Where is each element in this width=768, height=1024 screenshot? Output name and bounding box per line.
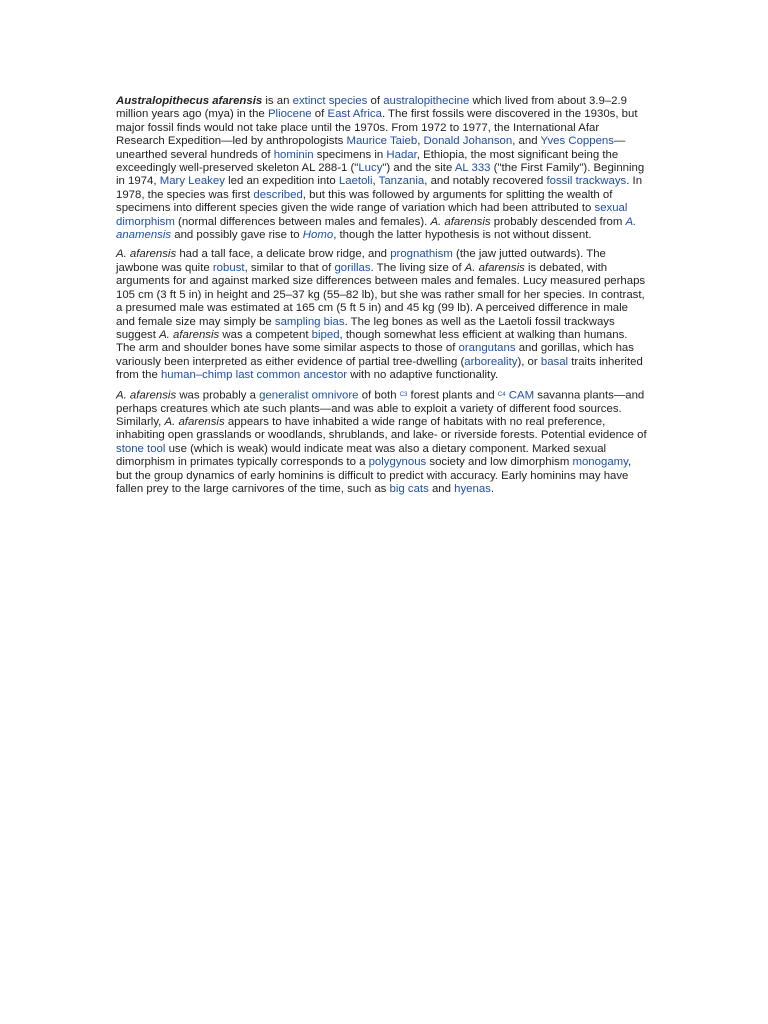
link-sampling-bias[interactable]: sampling bias bbox=[274, 315, 345, 328]
link-described[interactable]: described bbox=[253, 188, 303, 201]
paragraph-diet-ecology bbox=[116, 389, 650, 497]
link-big-cats[interactable]: big cats bbox=[389, 483, 429, 496]
text-span: society and low dimorphism bbox=[426, 456, 573, 469]
text-span: probably descended from bbox=[490, 215, 626, 228]
link-australopithecine[interactable]: australopithecine bbox=[383, 95, 470, 107]
link-extinct-species[interactable]: extinct species bbox=[292, 95, 368, 107]
link-prognathism[interactable]: prognathism bbox=[390, 248, 453, 261]
link-homo[interactable]: Homo bbox=[302, 229, 334, 242]
link-sexual-dimorphism[interactable]: sexual dimorphism bbox=[116, 202, 628, 228]
link-lucy[interactable]: Lucy bbox=[358, 162, 383, 175]
text-span: traits inherited from the bbox=[116, 355, 643, 382]
link-biped[interactable]: biped bbox=[311, 328, 340, 341]
text-span: and bbox=[428, 483, 455, 496]
link-al-333[interactable]: AL 333 bbox=[454, 162, 491, 175]
text-span: and gorillas, which has variously been interpreted as either evidence of partial tree-dwelling ( bbox=[116, 342, 634, 368]
species-name: A. afarensis bbox=[164, 416, 225, 429]
species-name: A. afarensis bbox=[116, 248, 177, 261]
text-span: ("the First Family"). Beginning in 1974, bbox=[116, 162, 645, 188]
text-span: ") and the site bbox=[382, 162, 455, 175]
link-polygynous[interactable]: polygynous bbox=[368, 456, 427, 469]
link-laetoli[interactable]: Laetoli bbox=[338, 175, 373, 188]
link-hadar[interactable]: Hadar bbox=[386, 148, 417, 161]
text-span: , similar to that of bbox=[244, 261, 335, 274]
link-donald-johanson[interactable]: Donald Johanson bbox=[423, 135, 513, 148]
text-span: , but the group dynamics of early hominins is difficult to predict with accuracy. Early hominins may have fallen prey to the large carnivores of the time, such as bbox=[116, 456, 632, 496]
text-span: led an expedition into bbox=[224, 175, 339, 188]
paragraph-anatomy bbox=[116, 248, 650, 382]
text-span: of bbox=[311, 108, 328, 121]
article-title-term: Australopithecus afarensis bbox=[116, 95, 263, 107]
text-span: , Ethiopia, the most significant being the exceedingly well-preserved skeleton AL 288-1 (" bbox=[116, 148, 619, 175]
text-span: appears to have inhabited a wide range of habitats with no real preference, inhabiting open grasslands or woodlands, shrublands, and lake- or riverside forests. Potential evidence of bbox=[116, 416, 647, 442]
article-body bbox=[116, 95, 650, 503]
text-span: savanna plants—and perhaps creatures which ate such plants—and was able to exploit a variety of different food sources. Similarly, bbox=[116, 389, 645, 429]
species-name: A. afarensis bbox=[116, 389, 177, 402]
link-gorillas[interactable]: gorillas bbox=[334, 261, 371, 274]
species-name: A. afarensis bbox=[159, 328, 220, 341]
text-span: (normal differences between males and females). bbox=[174, 215, 431, 228]
link-fossil-trackways[interactable]: fossil trackways bbox=[546, 175, 627, 188]
text-span: with no adaptive functionality. bbox=[347, 369, 499, 382]
text-span: . In 1978, the species was first bbox=[116, 175, 643, 201]
link-yves-coppens[interactable]: Yves Coppens bbox=[540, 135, 614, 148]
text-span: is an bbox=[262, 95, 293, 107]
link-tanzania[interactable]: Tanzania bbox=[378, 175, 425, 188]
link-maurice-taieb[interactable]: Maurice Taieb bbox=[346, 135, 418, 148]
link-omnivore[interactable]: omnivore bbox=[311, 389, 359, 402]
text-span: forest plants and bbox=[407, 389, 498, 402]
text-span: , though somewhat less efficient at walking than humans. The arm and shoulder bones have some similar aspects to those of bbox=[116, 328, 628, 355]
text-span: . The first fossils were discovered in the 1930s, but major fossil finds would not take place until the 1970s. From 1972 to 1977, the International Afar Research Expedition—led by anthropologists bbox=[116, 108, 638, 148]
text-span: which lived from about 3.9–2.9 million years ago (mya) in the bbox=[116, 95, 627, 121]
link-stone-tool[interactable]: stone tool bbox=[116, 442, 166, 455]
text-span: . The leg bones as well as the Laetoli fossil trackways suggest bbox=[116, 315, 615, 341]
link-robust[interactable]: robust bbox=[212, 261, 245, 274]
link-c4[interactable]: C4 bbox=[497, 391, 506, 398]
text-span: , bbox=[372, 175, 379, 188]
link-hyenas[interactable]: hyenas bbox=[454, 483, 491, 496]
text-span: of bbox=[367, 95, 384, 107]
text-span: , and bbox=[512, 135, 541, 148]
text-span: . bbox=[490, 483, 495, 496]
link-a-anamensis[interactable]: A. anamensis bbox=[116, 215, 637, 242]
text-span: , though the latter hypothesis is not without dissent. bbox=[333, 229, 592, 242]
text-span: specimens in bbox=[313, 148, 387, 161]
text-span: (the jaw jutted outwards). The jawbone was quite bbox=[116, 248, 606, 274]
text-span: was a competent bbox=[219, 328, 312, 341]
text-span: use (which is weak) would indicate meat was also a dietary component. Marked sexual dimorphism in primates typically corresponds to a bbox=[116, 442, 607, 469]
link-mary-leakey[interactable]: Mary Leakey bbox=[159, 175, 225, 188]
link-pliocene[interactable]: Pliocene bbox=[267, 108, 312, 121]
text-span: of both bbox=[358, 389, 400, 402]
link-last-common-ancestor[interactable]: human–chimp last common ancestor bbox=[160, 369, 348, 382]
link-arboreality[interactable]: arboreality bbox=[464, 355, 518, 368]
link-basal[interactable]: basal bbox=[540, 355, 569, 368]
text-span: —unearthed several hundreds of bbox=[116, 135, 626, 161]
link-generalist[interactable]: generalist bbox=[259, 389, 309, 402]
species-name: A. afarensis bbox=[464, 261, 525, 274]
text-span: , bbox=[417, 135, 424, 148]
text-span: was probably a bbox=[176, 389, 260, 402]
text-span: is debated, with arguments for and against marked size differences between males and females. Lucy measured perhaps 105 cm (3 ft 5 in) in height and 25–37 kg (55–82 lb), but she was rather small for her species. In contrast, a presumed male was estimated at 165 cm (5 ft 5 in) and 45 kg (99 lb). A perceived difference in male and female size may simply be bbox=[116, 261, 646, 328]
text-span: , but this was followed by arguments for splitting the wealth of specimens into different species given the wide range of variation which had been attributed to bbox=[116, 188, 613, 215]
link-east-africa[interactable]: East Africa bbox=[327, 108, 382, 121]
link-c3[interactable]: C3 bbox=[399, 391, 408, 398]
link-cam[interactable]: CAM bbox=[508, 389, 535, 402]
text-span: and possibly gave rise to bbox=[171, 229, 303, 242]
link-orangutans[interactable]: orangutans bbox=[458, 342, 516, 355]
species-name: A. afarensis bbox=[430, 215, 491, 228]
text-span: . The living size of bbox=[370, 261, 465, 274]
link-hominin[interactable]: hominin bbox=[273, 148, 314, 161]
text-span: , and notably recovered bbox=[424, 175, 547, 188]
link-monogamy[interactable]: monogamy bbox=[572, 456, 628, 469]
text-span: had a tall face, a delicate brow ridge, and bbox=[176, 248, 391, 261]
text-span: ), or bbox=[517, 355, 541, 368]
paragraph-intro bbox=[116, 95, 650, 242]
